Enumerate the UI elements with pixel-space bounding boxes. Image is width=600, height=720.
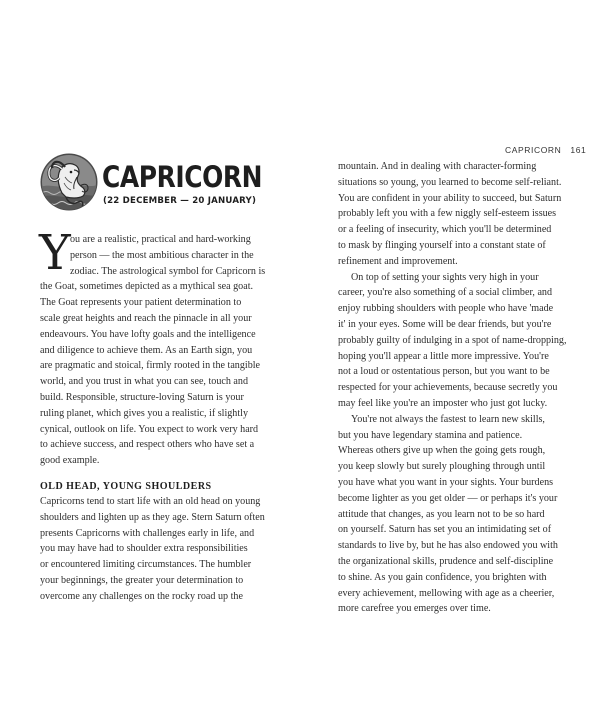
text-line: and diligence to achieve them. As an Earth sign, you (40, 344, 253, 356)
text-line: you may have had to shoulder extra responsibilities (40, 543, 248, 555)
left-column (39, 225, 302, 605)
text-line: every achievement, mellowing with age as a cheerier, (338, 587, 555, 599)
running-head-section: CAPRICORN (505, 145, 562, 155)
text-line: you have what you want in your sights. Your burdens (338, 476, 554, 488)
text-line: world, and you trust in what you can see, touch and (40, 376, 248, 388)
text-line: The Goat represents your patient determination to (40, 297, 242, 309)
text-line: it' in your eyes. Some will be dear friends, but you're (338, 318, 552, 330)
section-heading: OLD HEAD, YOUNG SHOULDERS (40, 480, 212, 492)
text-line: the organizational skills, prudence and self-discipline (338, 555, 554, 567)
text-line: hoping you'll appear a little more impressive. You're (338, 350, 549, 362)
page-number: 161 (570, 145, 587, 155)
text-line: or a feeling of insecurity, which you'll be determined (338, 224, 552, 236)
right-column (338, 159, 600, 617)
text-line: scale great heights and reach the pinnacle in all your (40, 312, 252, 324)
text-line: to mask by flinging yourself into a constant state of (338, 239, 546, 251)
text-line: enjoy rubbing shoulders with people who have 'made (338, 303, 554, 315)
text-line: person — the most ambitious character in the (70, 249, 254, 261)
text-line: overcome any challenges on the rocky road up the (40, 590, 243, 602)
section-paragraph (40, 494, 302, 605)
text-line: On top of setting your sights very high in your (351, 271, 539, 283)
text-line: cynical, outlook on life. You expect to work very hard (40, 423, 259, 435)
text-line: become lighter as you get older — or perhaps it's your (338, 492, 558, 504)
text-line: situations so young, you learned to become self-reliant. (338, 176, 562, 188)
text-line: shoulders and lighten up as they age. Stern Saturn often (40, 511, 265, 523)
text-line: to achieve success, and respect others who have set a (40, 439, 255, 451)
text-line: probably left you with a few niggly self-esteem issues (338, 208, 557, 220)
date-range: (22 DECEMBER — 20 JANUARY) (103, 196, 257, 206)
text-line: standards to live by, but he has also endowed you with (338, 540, 558, 552)
text-line: Whereas others give up when the going gets rough, (338, 445, 546, 457)
text-line: probably guilty of indulging in a spot of name-dropping, (338, 334, 567, 346)
text-line: the Goat, sometimes depicted as a mythical sea goat. (40, 281, 254, 293)
paragraph (338, 412, 600, 617)
text-line: attitude that changes, as you learn not to be so hard (338, 508, 545, 520)
intro-paragraph (39, 225, 302, 469)
text-line: on yourself. Saturn has set you an intimidating set of (338, 524, 552, 536)
text-line: your beginnings, the greater your determination to (40, 574, 244, 586)
text-line: but you have legendary stamina and patience. (338, 429, 523, 441)
text-line: ruling planet, which gives you a realistic, if slightly (40, 407, 249, 419)
text-line: you keep slowly but surely ploughing through until (338, 461, 546, 473)
text-line: build. Responsible, structure-loving Saturn is your (40, 391, 244, 403)
capricorn-goat-emblem-icon (40, 153, 98, 211)
text-line: presents Capricorns with challenges early in life, and (40, 527, 255, 539)
paragraph (338, 270, 600, 412)
page-title: CAPRICORN (102, 160, 263, 194)
text-line: may feel like you're an imposter who just got lucky. (338, 397, 548, 409)
text-line: career, you're also something of a social climber, and (338, 287, 553, 299)
text-line: You are confident in your ability to succeed, but Saturn (338, 192, 562, 204)
text-line: refinement and improvement. (338, 255, 458, 267)
text-line: or encountered limiting circumstances. The humbler (40, 559, 252, 571)
text-line: are pragmatic and stoical, firmly rooted in the tangible (40, 360, 261, 372)
text-line: to shine. As you gain confidence, you brighten with (338, 571, 547, 583)
text-line: ou are a realistic, practical and hard-working (70, 234, 251, 245)
text-line: You're not always the fastest to learn new skills, (351, 413, 545, 425)
drop-cap: Y (39, 225, 71, 281)
running-head (505, 145, 586, 155)
text-line: mountain. And in dealing with character-forming (338, 161, 537, 172)
text-line: endeavours. You have lofty goals and the intelligence (40, 328, 256, 340)
text-line: good example. (40, 455, 100, 467)
text-line: more carefree you emerges over time. (338, 603, 491, 615)
text-line: not a loud or ostentatious person, but you want to be (338, 366, 550, 378)
text-line: respected for your achievements, because secretly you (338, 382, 558, 394)
paragraph (338, 159, 600, 270)
text-line: zodiac. The astrological symbol for Capricorn is (70, 265, 266, 277)
text-line: Capricorns tend to start life with an old head on young (40, 495, 261, 507)
